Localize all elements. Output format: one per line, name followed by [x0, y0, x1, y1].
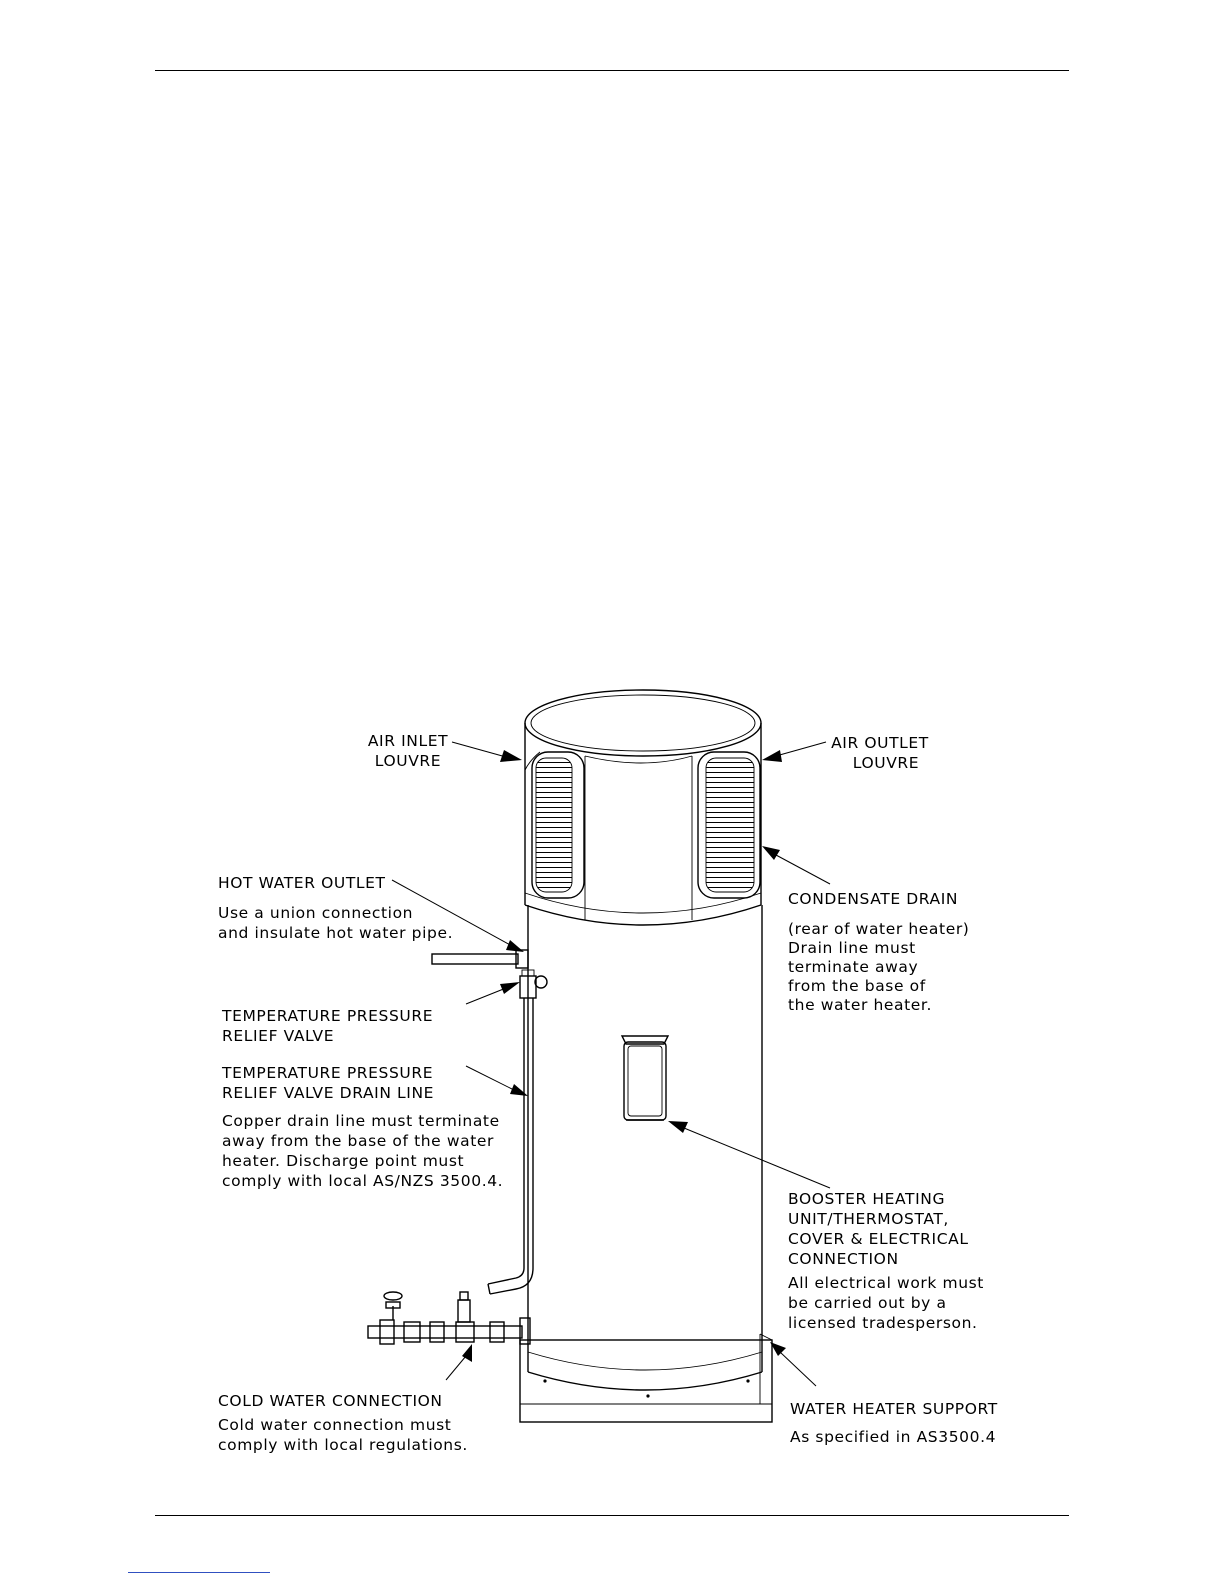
air-inlet-louvre	[525, 752, 584, 898]
tpr-valve-line2: RELIEF VALVE	[222, 1027, 335, 1045]
label-tpr-drain-line	[221, 1064, 503, 1190]
tpr-drain-title2: RELIEF VALVE DRAIN LINE	[222, 1084, 435, 1102]
booster-note2: be carried out by a	[788, 1294, 947, 1312]
hot-water-outlet-note2: and insulate hot water pipe.	[218, 924, 454, 942]
label-air-inlet	[368, 732, 448, 770]
tpr-drain-title1: TEMPERATURE PRESSURE	[222, 1064, 434, 1082]
cold-water-note1: Cold water connection must	[218, 1416, 452, 1434]
label-booster	[788, 1190, 984, 1332]
support-note: As specified in AS3500.4	[790, 1428, 997, 1446]
support-title: WATER HEATER SUPPORT	[790, 1400, 998, 1418]
booster-note3: licensed tradesperson.	[788, 1314, 978, 1332]
condensate-drain-note3: terminate away	[788, 958, 919, 976]
label-support	[790, 1400, 998, 1446]
tpr-drain-note4: comply with local AS/NZS 3500.4.	[222, 1172, 504, 1190]
cold-water-note2: comply with local regulations.	[218, 1436, 468, 1454]
air-outlet-line1: AIR OUTLET	[831, 734, 929, 752]
tpr-drain-note2: away from the base of the water	[222, 1132, 495, 1150]
booster-title1: BOOSTER HEATING	[788, 1190, 946, 1208]
tpr-valve	[520, 970, 547, 998]
condensate-drain-note4: from the base of	[788, 977, 926, 995]
booster-note1: All electrical work must	[788, 1274, 984, 1292]
callout-leaders	[392, 742, 830, 1386]
tpr-drain-note1: Copper drain line must terminate	[222, 1112, 500, 1130]
label-condensate-drain	[788, 890, 969, 1014]
label-hot-water-outlet	[218, 874, 453, 942]
condensate-drain-note2: Drain line must	[788, 939, 916, 957]
condensate-drain-title: CONDENSATE DRAIN	[788, 890, 959, 908]
cold-water-title: COLD WATER CONNECTION	[218, 1392, 443, 1410]
hot-water-outlet-note1: Use a union connection	[218, 904, 414, 922]
booster-heating-cover	[622, 1036, 668, 1120]
air-inlet-line1: AIR INLET	[367, 732, 449, 750]
label-cold-water	[218, 1392, 468, 1454]
air-outlet-line2: LOUVRE	[852, 754, 920, 772]
booster-title4: CONNECTION	[788, 1250, 899, 1268]
tpr-drain-line	[488, 998, 533, 1294]
label-tpr-valve	[221, 1007, 433, 1045]
cold-water-valve-assembly	[368, 1292, 530, 1344]
water-heater-support	[520, 1334, 772, 1422]
booster-title3: COVER & ELECTRICAL	[788, 1230, 969, 1248]
air-outlet-louvre	[698, 752, 760, 898]
hot-water-outlet-pipe	[432, 950, 528, 968]
booster-title2: UNIT/THERMOSTAT,	[788, 1210, 949, 1228]
air-inlet-line2: LOUVRE	[374, 752, 442, 770]
condensate-drain-note5: the water heater.	[788, 996, 933, 1014]
tpr-drain-note3: heater. Discharge point must	[222, 1152, 465, 1170]
tpr-valve-line1: TEMPERATURE PRESSURE	[222, 1007, 434, 1025]
tank-body	[528, 905, 762, 1398]
label-air-outlet	[831, 734, 929, 772]
condensate-drain-note1: (rear of water heater)	[788, 920, 970, 938]
hot-water-outlet-title: HOT WATER OUTLET	[218, 874, 386, 892]
